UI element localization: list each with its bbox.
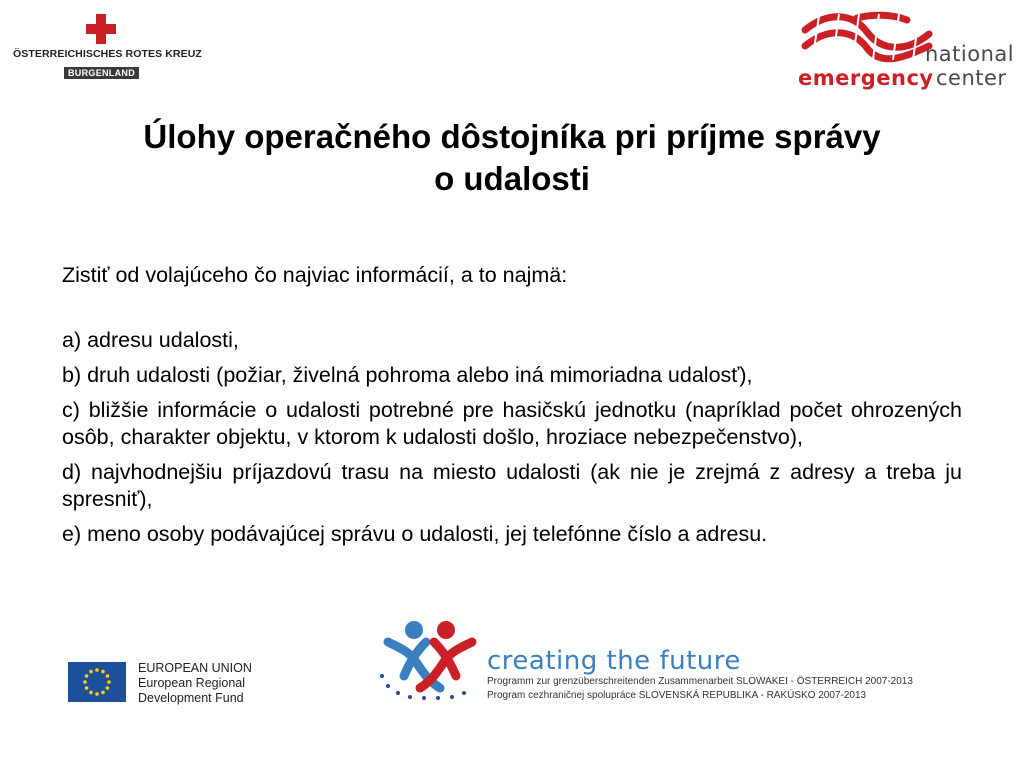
list-item-a: a) adresu udalosti, (62, 328, 239, 352)
program-line-de: Programm zur grenzüberschreitenden Zusammenarbeit SLOWAKEI - ÖSTERREICH 2007-2013 (487, 676, 913, 687)
nec-word-center: center (936, 66, 1007, 90)
intro-text: Zistiť od volajúceho čo najviac informácií, a to najmä: (62, 263, 568, 287)
nec-word-national: national (925, 42, 1015, 66)
list-item-e: e) meno osoby podávajúcej správu o udalosti, jej telefónne číslo a adresu. (62, 522, 768, 546)
eu-line2: European Regional (138, 676, 246, 690)
list-item-d: d) najvhodnejšiu príjazdovú trasu na miesto udalosti (ak nie je zrejmá z adresy a treba ju spresniť), (62, 460, 962, 511)
red-cross-org-name: ÖSTERREICHISCHES ROTES KREUZ (13, 48, 202, 60)
nec-logo-icon (797, 10, 937, 64)
slide-title-line2: o udalosti (434, 160, 590, 197)
eu-fund-text (138, 661, 252, 706)
slide-title (40, 116, 984, 200)
program-line-sk: Program cezhraničnej spolupráce SLOVENSKÁ REPUBLIKA - RAKÚSKO 2007-2013 (487, 690, 867, 701)
slide-body (62, 262, 962, 556)
creating-the-future-logo-icon (374, 618, 486, 700)
creating-the-future-title: creating the future (487, 646, 741, 676)
list-item-b: b) druh udalosti (požiar, živelná pohroma alebo iná mimoriadna udalosť), (62, 363, 753, 387)
slide-title-line1: Úlohy operačného dôstojníka pri príjme správy (143, 118, 881, 155)
eu-flag-icon (68, 662, 126, 702)
eu-line3: Development Fund (138, 691, 244, 705)
list-item-c: c) bližšie informácie o udalosti potrebné pre hasičskú jednotku (napríklad počet ohrozených osôb, charakter objektu, v ktorom k udalosti došlo, hroziace nebezpečenstvo), (62, 398, 962, 449)
red-cross-icon (86, 14, 116, 44)
eu-line1: EUROPEAN UNION (138, 661, 252, 675)
nec-word-emergency: emergency (798, 66, 934, 90)
red-cross-region: BURGENLAND (64, 67, 139, 79)
